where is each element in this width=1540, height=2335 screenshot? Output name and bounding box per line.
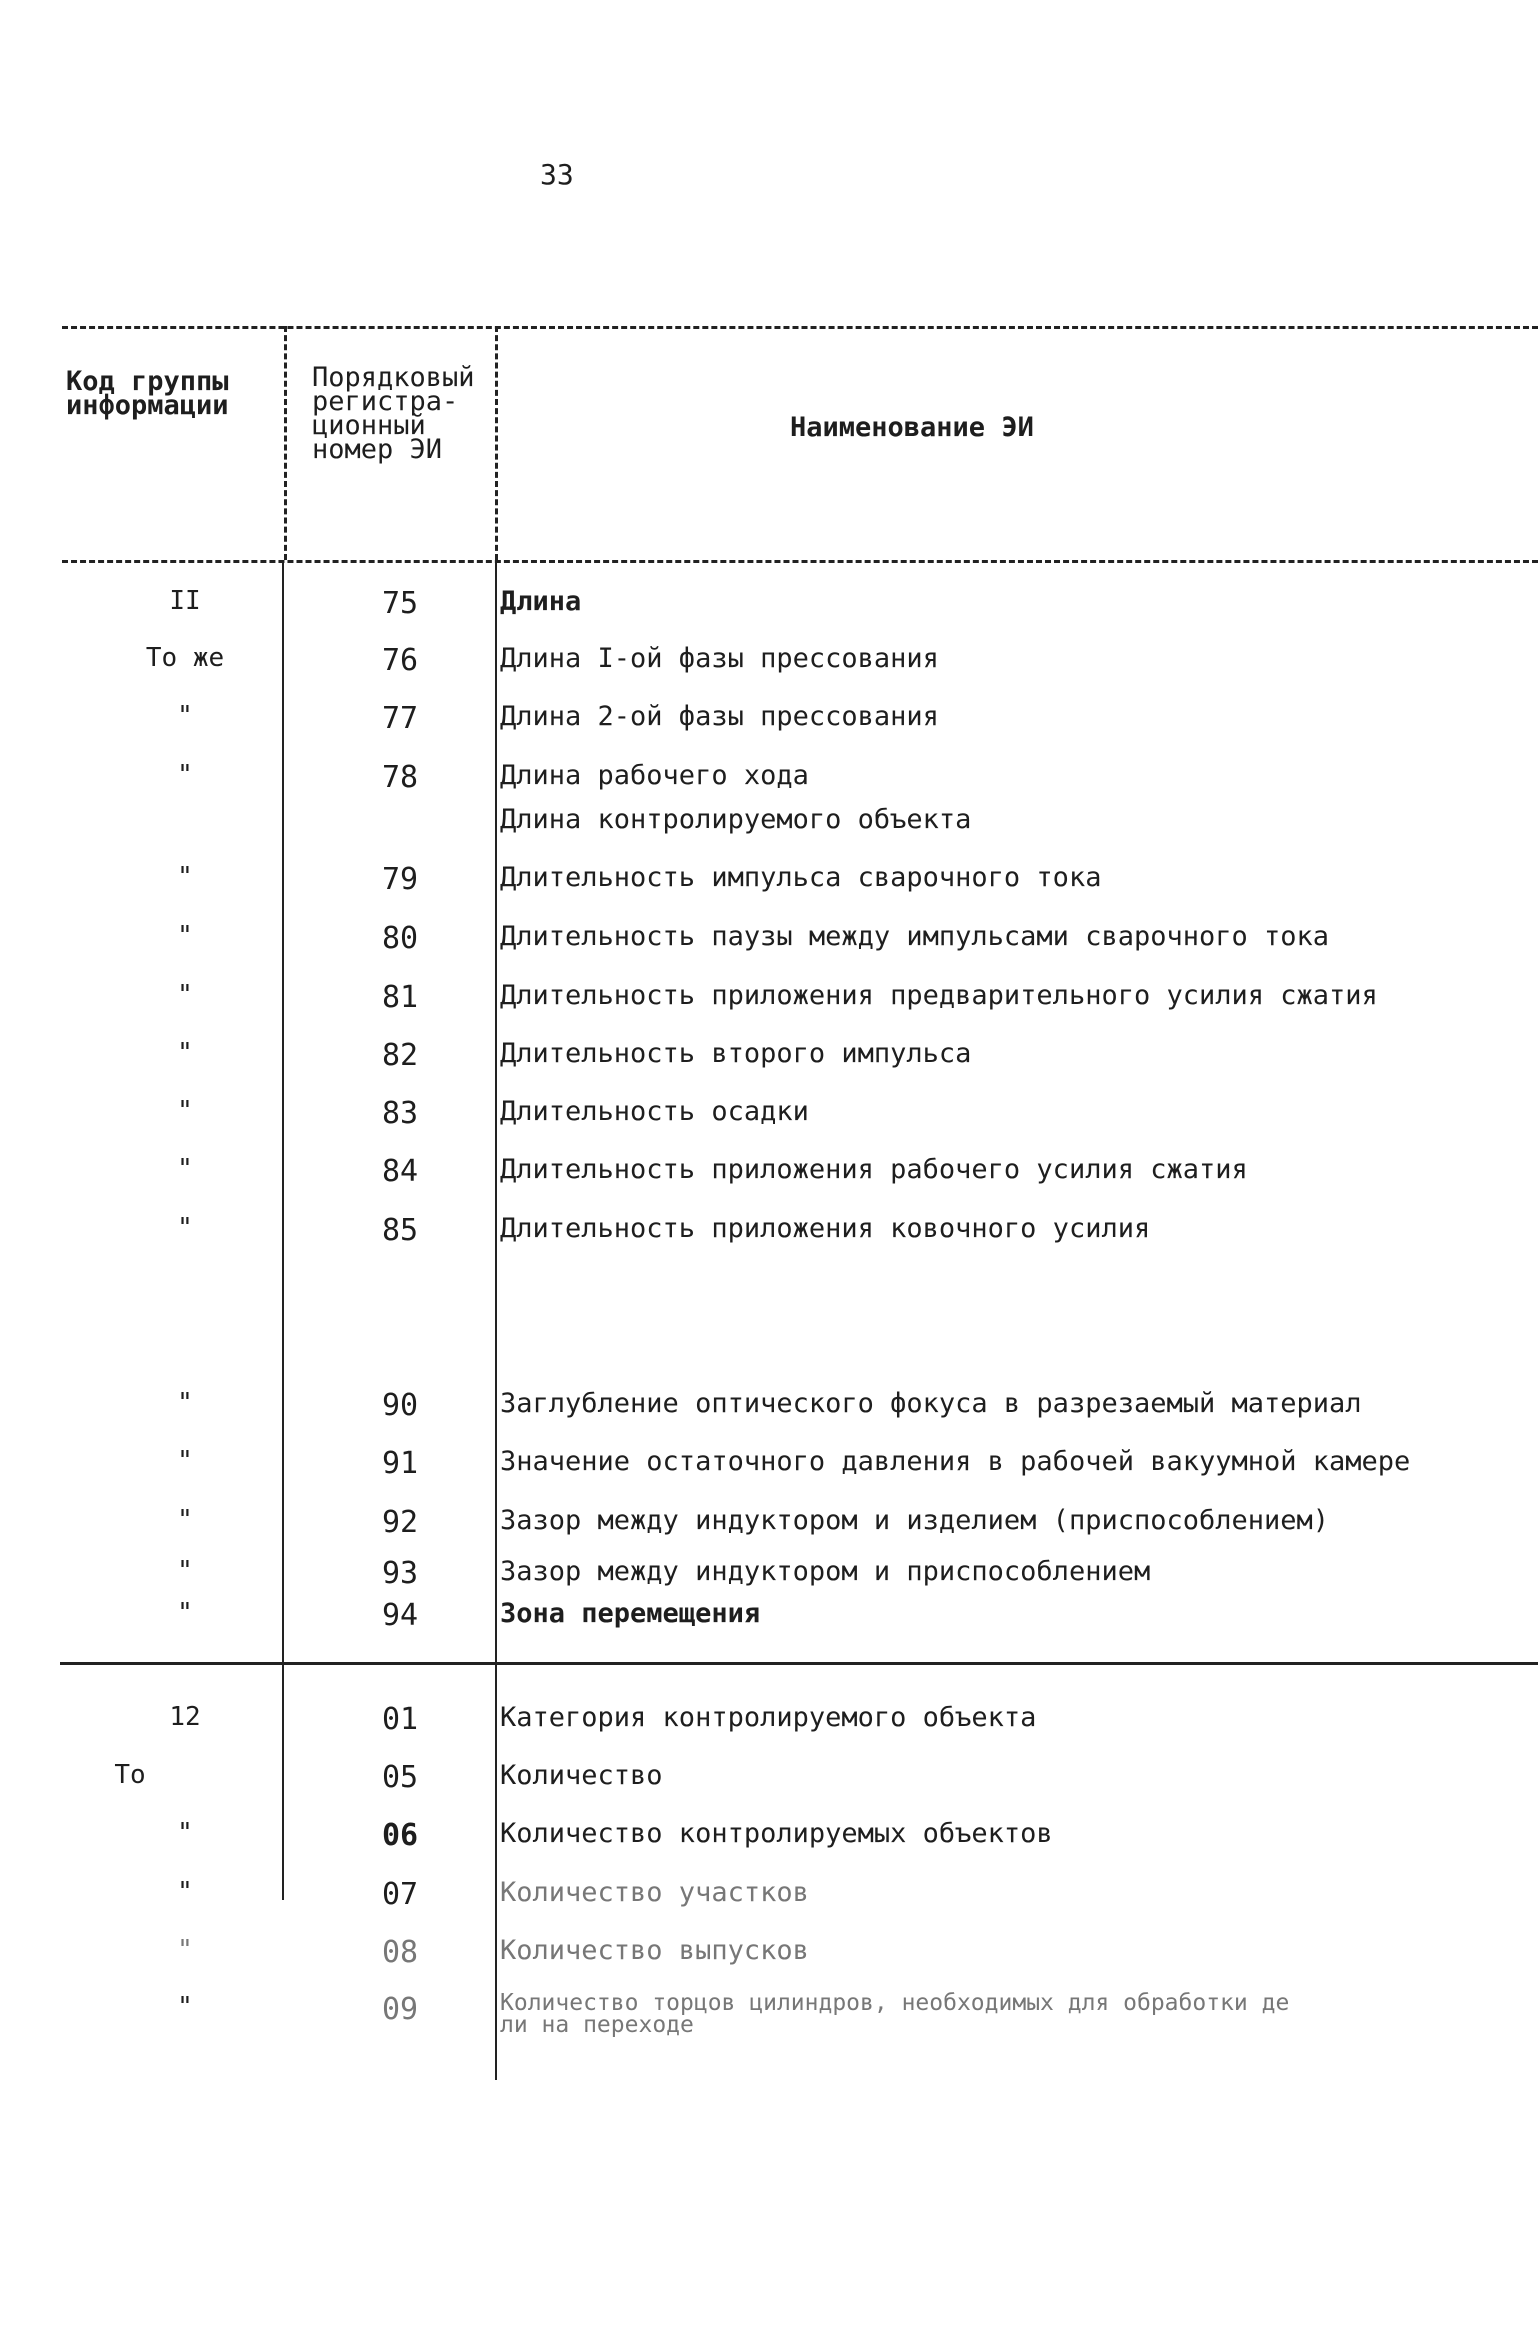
element-name: Категория контролируемого объекта <box>500 1702 1037 1733</box>
reg-number: 91 <box>381 1446 419 1481</box>
element-name: Количество выпусков <box>500 1935 809 1966</box>
table-row <box>0 1760 1540 1800</box>
reg-number: 90 <box>381 1388 419 1423</box>
group-code: " <box>177 760 193 790</box>
group-code: " <box>177 1992 193 2022</box>
table-row <box>0 1877 1540 1917</box>
table-row <box>0 804 1540 844</box>
table-row <box>0 1556 1540 1596</box>
table-row <box>0 1096 1540 1136</box>
reg-number: 75 <box>381 586 419 621</box>
group-code: " <box>177 1038 193 1068</box>
table-row <box>0 1446 1540 1486</box>
group-code: " <box>177 1556 193 1586</box>
element-name: Зазор между индуктором и приспособлением <box>500 1556 1151 1587</box>
header-col-divider-1 <box>284 326 287 560</box>
group-code: " <box>177 1818 193 1848</box>
header-group-code-line1: Код группы <box>66 366 229 397</box>
element-name: Длительность паузы между импульсами сварочного тока <box>500 921 1330 952</box>
group-code: " <box>177 1505 193 1535</box>
group-code: " <box>177 862 193 892</box>
reg-number: 94 <box>381 1598 419 1633</box>
element-name-line2: ли на переходе <box>500 2012 694 2038</box>
table-row <box>0 701 1540 741</box>
group-code: " <box>177 1096 193 1126</box>
element-name: Длина контролируемого объекта <box>500 804 972 835</box>
group-code: " <box>177 980 193 1010</box>
header-reg-number-line4: номер ЭИ <box>312 434 443 465</box>
element-name: Длительность импульса сварочного тока <box>500 862 1102 893</box>
header-reg-number-line3: ционный <box>312 410 426 441</box>
table-row <box>0 1388 1540 1428</box>
element-name: Длительность приложения рабочего усилия сжатия <box>500 1154 1248 1185</box>
element-name: Зона перемещения <box>500 1598 761 1629</box>
table-row <box>0 1935 1540 1975</box>
reg-number: 81 <box>381 980 419 1015</box>
reg-number: 85 <box>381 1213 419 1248</box>
group-code: " <box>177 1213 193 1243</box>
element-name: Длительность осадки <box>500 1096 809 1127</box>
group-code: " <box>177 701 193 731</box>
table-row <box>0 760 1540 800</box>
table-row <box>0 1505 1540 1545</box>
element-name: Длительность приложения предварительного усилия сжатия <box>500 980 1378 1011</box>
group-code: " <box>177 1154 193 1184</box>
reg-number: 76 <box>381 643 419 678</box>
table-row <box>0 1702 1540 1742</box>
reg-number: 07 <box>381 1877 419 1912</box>
element-name: Длина рабочего хода <box>500 760 809 791</box>
element-name: Длина I-ой фазы прессования <box>500 643 939 674</box>
group-code: " <box>177 1446 193 1476</box>
reg-number: 84 <box>381 1154 419 1189</box>
element-name-line1: Количество торцов цилиндров, необходимых для обработки де <box>500 1990 1290 2016</box>
group-code: II <box>169 586 201 616</box>
reg-number: 05 <box>381 1760 419 1795</box>
element-name: Количество контролируемых объектов <box>500 1818 1053 1849</box>
header-col-divider-2 <box>495 326 498 560</box>
page-number: 33 <box>540 158 574 191</box>
group-code: " <box>177 1388 193 1418</box>
group-code: 12 <box>169 1702 201 1732</box>
group-code: " <box>177 1935 193 1965</box>
element-name <box>500 1992 1289 2036</box>
table-row <box>0 643 1540 683</box>
table-row <box>0 1598 1540 1638</box>
table-row <box>0 1213 1540 1253</box>
reg-number: 79 <box>381 862 419 897</box>
table-row <box>0 1154 1540 1194</box>
element-name: Количество <box>500 1760 663 1791</box>
reg-number: 77 <box>381 701 419 736</box>
element-name: Длительность второго импульса <box>500 1038 972 1069</box>
group-code: То <box>114 1760 146 1790</box>
header-reg-number <box>312 362 475 465</box>
reg-number: 08 <box>381 1935 419 1970</box>
reg-number: 06 <box>381 1818 419 1853</box>
table-row <box>0 1818 1540 1858</box>
reg-number: 80 <box>381 921 419 956</box>
group-code: " <box>177 1877 193 1907</box>
table-row <box>0 586 1540 626</box>
table-row <box>0 980 1540 1020</box>
group-code: " <box>177 921 193 951</box>
header-group-code <box>66 366 229 421</box>
reg-number: 93 <box>381 1556 419 1591</box>
table-row <box>0 921 1540 961</box>
table-row <box>0 1992 1540 2052</box>
element-name: Длина 2-ой фазы прессования <box>500 701 939 732</box>
group-code: То же <box>145 643 225 673</box>
header-group-code-line2: информации <box>66 390 229 421</box>
reg-number: 78 <box>381 760 419 795</box>
element-name: Длина <box>500 586 582 617</box>
header-reg-number-line1: Порядковый <box>312 362 475 393</box>
header-name: Наименование ЭИ <box>790 412 1034 443</box>
reg-number: 92 <box>381 1505 419 1540</box>
table-row <box>0 1038 1540 1078</box>
reg-number: 01 <box>381 1702 419 1737</box>
group-code: " <box>177 1598 193 1628</box>
reg-number: 82 <box>381 1038 419 1073</box>
element-name: Зазор между индуктором и изделием (приспособлением) <box>500 1505 1330 1536</box>
element-name: Длительность приложения ковочного усилия <box>500 1213 1151 1244</box>
reg-number: 09 <box>381 1992 419 2027</box>
table-row <box>0 862 1540 902</box>
element-name: Значение остаточного давления в рабочей вакуумной камере <box>500 1446 1411 1477</box>
header-reg-number-line2: регистра- <box>312 386 459 417</box>
reg-number: 83 <box>381 1096 419 1131</box>
element-name: Заглубление оптического фокуса в разрезаемый материал <box>500 1388 1362 1419</box>
element-name: Количество участков <box>500 1877 809 1908</box>
